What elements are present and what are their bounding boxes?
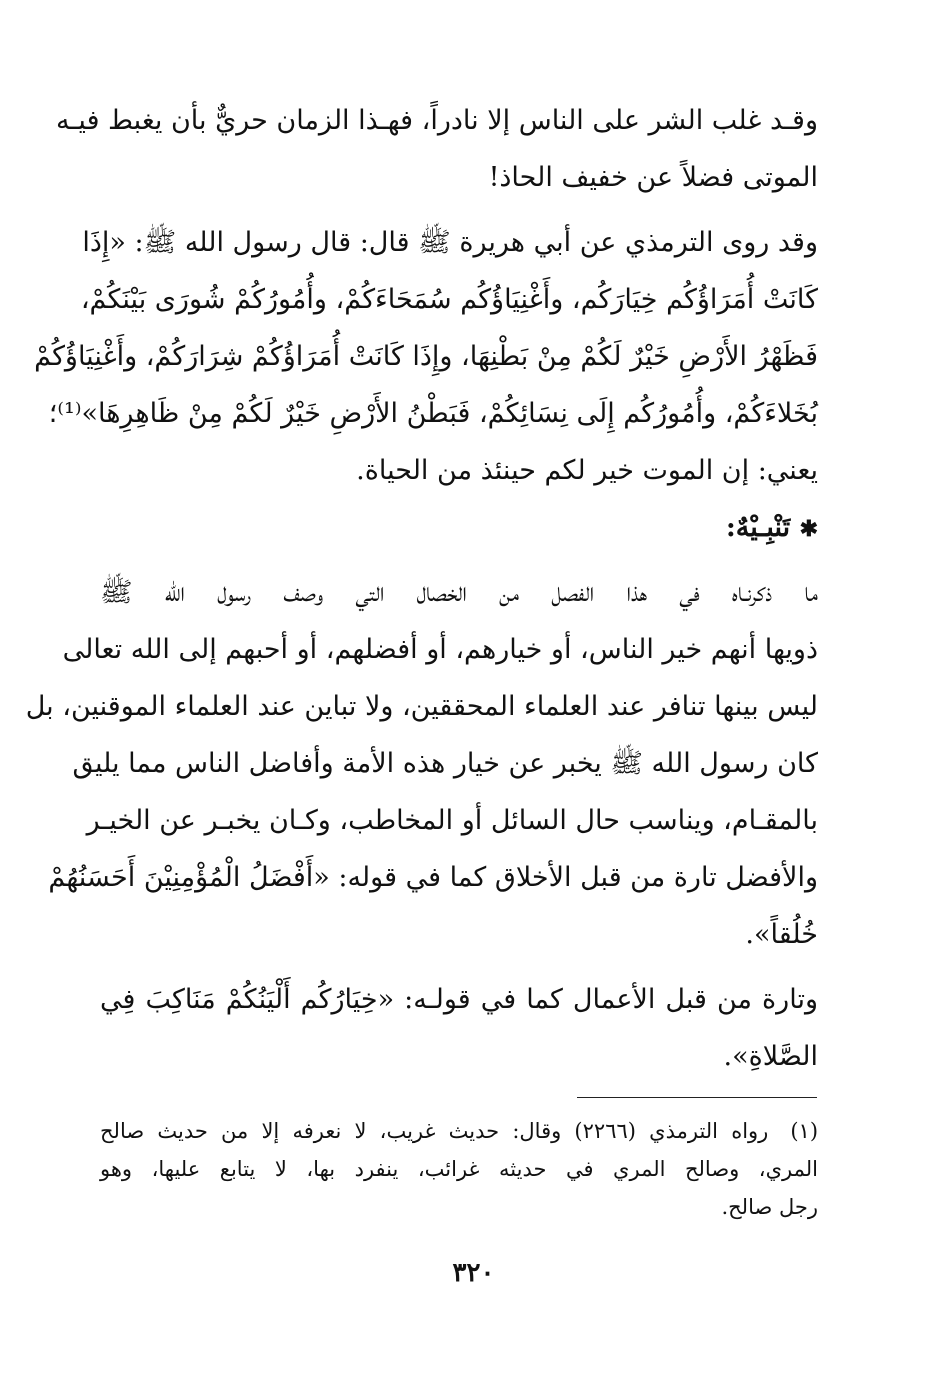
asterisk-icon: ✱: [799, 516, 818, 542]
paragraph-1: [56, 92, 818, 206]
footnote-text: رواه الترمذي (٢٢٦٦) وقال: حديث غريب، لا نعرفه إلا من حديث صالح: [100, 1119, 769, 1143]
text-line: ذويها أنهم خير الناس، أو خيارهم، أو أفضلهم، أو أحبهم إلى الله تعالى: [62, 634, 818, 665]
section-heading: [100, 499, 818, 556]
text-line: ما ذكرنـاه في هذا الفصل من الخصال التي وصف رسول الله ﷺ: [100, 577, 818, 608]
footnote-line: [100, 1112, 818, 1150]
text-line: بُخَلاءَكُمْ، وأُمُورُكُم إِلَى نِسَائِكُمْ، فَبَطْنُ الأَرْضِ خَيْرٌ لَكُمْ مِنْ ظَاهِرِهَا»⁽¹⁾؛: [48, 398, 818, 429]
footnote-line: المري، وصالح المري في حديثه غرائب، ينفرد بها، لا يتابع عليها، وهو: [100, 1157, 818, 1181]
text-line: خُلُقاً».: [745, 919, 818, 950]
text-line: الصَّلاةِ».: [723, 1041, 818, 1072]
paragraph-2: [34, 214, 818, 499]
text-line: وقد روى الترمذي عن أبي هريرة ﷺ قال: قال رسول الله ﷺ: «إِذَا: [82, 227, 818, 258]
footnote-number: (١): [790, 1119, 819, 1143]
footnote-divider: [577, 1097, 817, 1098]
footnote: [100, 1112, 818, 1226]
text-line: بالمقـام، ويناسب حال السائل أو المخاطب، وكـان يخبـر عن الخيـر: [86, 805, 818, 836]
text-line: فَظَهْرُ الأَرْضِ خَيْرٌ لَكُمْ مِنْ بَطْنِهَا، وإِذَا كَانَتْ أُمَرَاؤُكُمْ شِرَارَكُمْ، وأَغْنِيَاؤُكُمْ: [34, 341, 818, 372]
paragraph-3: [25, 564, 818, 963]
text-line: كان رسول الله ﷺ يخبر عن خيار هذه الأمة وأفاضل الناس مما يليق: [72, 748, 818, 779]
text-line: يعني: إن الموت خير لكم حينئذ من الحياة.: [356, 455, 818, 486]
heading-text: تَنْبِـيْهٌ:: [725, 512, 791, 543]
page-number: ٣٢٠: [452, 1258, 495, 1288]
footnote-line: رجل صالح.: [721, 1195, 818, 1219]
text-line: الموتى فضلاً عن خفيف الحاذ!: [488, 162, 818, 193]
text-line: وقـد غلب الشر على الناس إلا نادراً، فهـذا الزمان حريٌّ بأن يغبط فيـه: [56, 105, 818, 136]
text-line: كَانَتْ أُمَرَاؤُكُم خِيَارَكُم، وأَغْنِيَاؤُكُم سُمَحَاءَكُمْ، وأُمُورُكُمْ شُورَى بَيْنَكُمْ،: [80, 284, 818, 315]
text-line: ليس بينها تنافر عند العلماء المحققين، ولا تباين عند العلماء الموقنين، بل: [25, 691, 818, 722]
main-text: [25, 92, 818, 1085]
text-line: وتارة من قبل الأعمال كما في قولـه: «خِيَارُكُم أَلْيَنُكُمْ مَنَاكِبَ فِي: [100, 984, 818, 1015]
paragraph-4: [100, 971, 818, 1085]
text-line: والأفضل تارة من قبل الأخلاق كما في قوله: «أَفْضَلُ الْمُؤْمِنِيْنَ أَحَسَنُهُمْ: [48, 862, 818, 893]
